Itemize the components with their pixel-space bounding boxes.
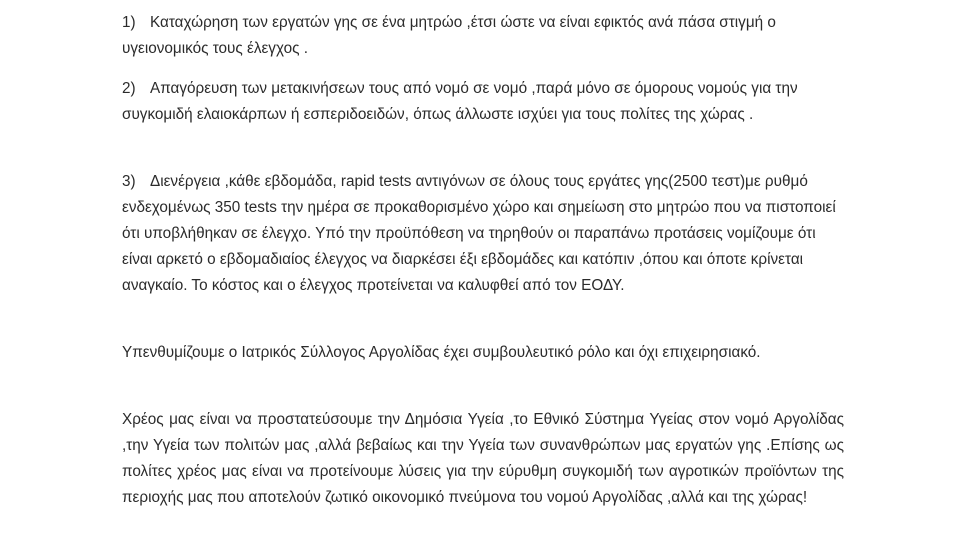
item-number: 1) (122, 14, 136, 31)
item-text: Καταχώρηση των εργατών γης σε ένα μητρώο ,έτσι ώστε να είναι εφικτός ανά πάσα στιγμή ο υγειονομικός τους έλεγχος . (122, 14, 776, 57)
numbered-item-1 (122, 10, 844, 62)
closing-paragraph: Χρέος μας είναι να προστατεύσουμε την Δημόσια Υγεία ,το Εθνικό Σύστημα Υγείας στον νομό Αργολίδας ,την Υγεία των πολιτών μας ,αλλά βεβαίως και την Υγεία των συνανθρώπων μας εργατών γης .Επίσης ως πολίτες χρέος μας είναι να προτείνουμε λύσεις για την εύρυθμη συγκομιδή των αγροτικών προϊόντων της περιοχής μας που αποτελούν ζωτικό οικονομικό πνεύμονα του νομού Αργολίδας ,αλλά και της χώρας! (122, 411, 844, 506)
item-text: Διενέργεια ,κάθε εβδομάδα, rapid tests αντιγόνων σε όλους τους εργάτες γης(2500 τεστ)με ρυθμό ενδεχομένως 350 tests την ημέρα σε προκαθορισμένο χώρο και σημείωση στο μητρώο που να πιστοποιεί ότι υποβλήθηκαν σε έλεγχο. Υπό την προϋπόθεση να τηρηθούν οι παραπάνω προτάσεις νομίζουμε ότι είναι αρκετό ο εβδομαδιαίος έλεγχος να διαρκέσει έξι εβδομάδες και κατόπιν ,όπου και όποτε κρίνεται αναγκαίο. Το κόστος και ο έλεγχος προτείνεται να καλυφθεί από τον ΕΟΔΥ. (122, 173, 836, 294)
item-number: 3) (122, 173, 136, 190)
numbered-item-2 (122, 76, 844, 128)
item-text: Απαγόρευση των μετακινήσεων τους από νομό σε νομό ,παρά μόνο σε όμορους νομούς για την συγκομιδή ελαιοκάρπων ή εσπεριδοειδών, όπως άλλωστε ισχύει για τους πολίτες της χώρας . (122, 80, 798, 123)
numbered-item-3 (122, 169, 844, 299)
reminder-paragraph: Υπενθυμίζουμε ο Ιατρικός Σύλλογος Αργολίδας έχει συμβουλευτικό ρόλο και όχι επιχειρησιακό. (122, 344, 761, 361)
item-number: 2) (122, 80, 136, 97)
